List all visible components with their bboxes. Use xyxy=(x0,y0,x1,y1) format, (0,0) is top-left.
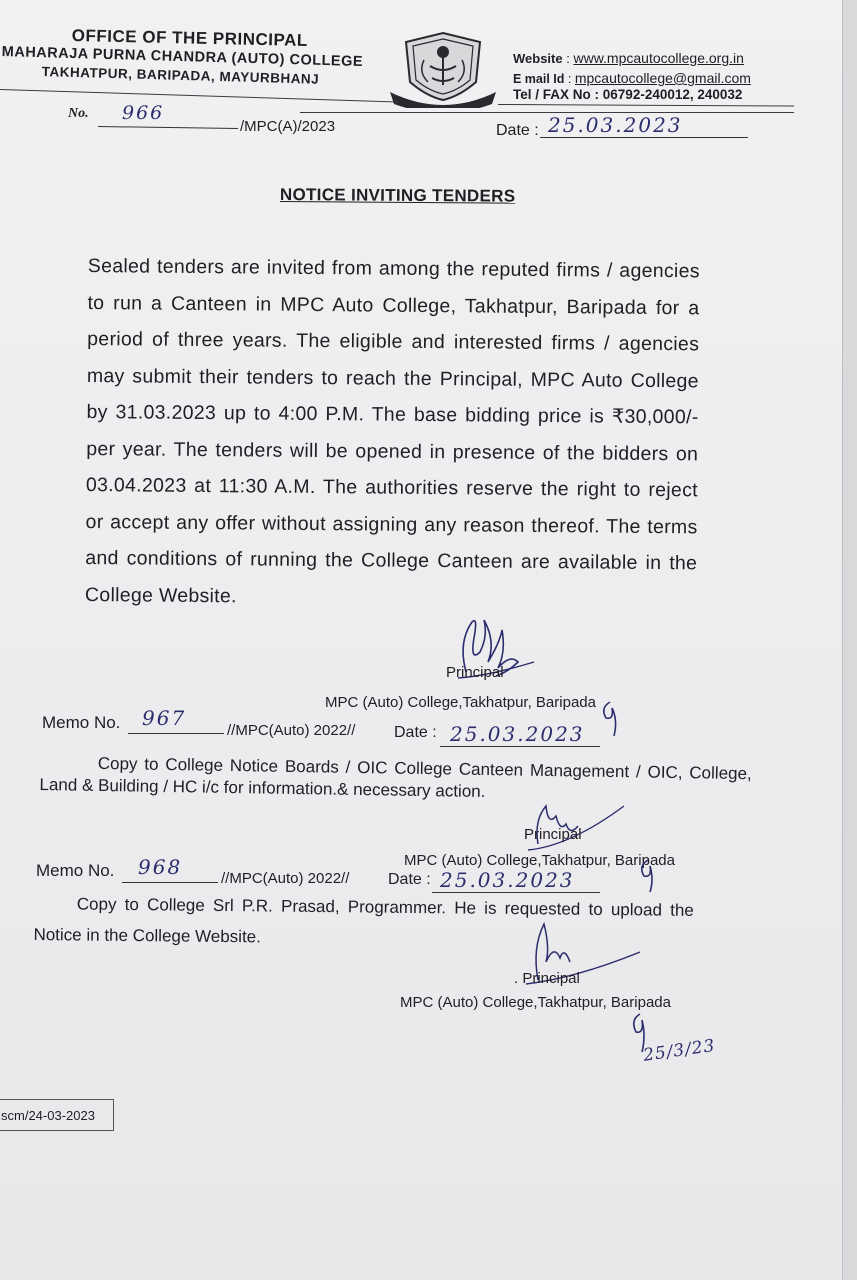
memo-1-underline xyxy=(128,733,224,734)
memo-2-copy-text: Copy to College Srl P.R. Prasad, Programmer. He is requested to upload the Notice in the College Website. xyxy=(33,894,694,947)
svg-text:· · · · · · · ·: · · · · · · · · xyxy=(431,102,455,108)
signature-2-title: Principal xyxy=(524,826,582,843)
website-label: Website xyxy=(513,51,563,66)
notice-title: NOTICE INVITING TENDERS xyxy=(279,185,516,206)
memo-1-date-value: 25.03.2023 xyxy=(450,722,585,746)
ref-no-suffix: /MPC(A)/2023 xyxy=(240,118,336,135)
memo-2-underline xyxy=(122,882,218,883)
college-emblem-icon xyxy=(388,30,498,108)
notice-body: Sealed tenders are invited from among the reputed firms / agencies to run a Canteen in MPC Auto College, Takhatpur, Baripada for a period of three years. The eligible and interested firms / agencies may submit their tenders to reach the Principal, MPC Auto College by 31.03.2023 up to 4:00 P.M. The base bidding price is ₹30,000/- per year. The tenders will be opened in presence of the bidders on 03.04.2023 at 11:30 A.M. The authorities reserve the right to reject or accept any offer without assigning any reason thereof. The terms and conditions of running the College Canteen are available in the College Website. xyxy=(84,254,700,607)
email-link[interactable]: mpcautocollege@gmail.com xyxy=(574,70,751,86)
memo-1-date-underline xyxy=(440,746,600,747)
memo-2-date-label: Date : xyxy=(388,871,431,888)
memo-1-value: 967 xyxy=(142,706,187,730)
signature-3-title: . Principal xyxy=(514,970,580,987)
signature-1-title: Principal xyxy=(446,664,504,681)
header-rule-bottom xyxy=(300,112,794,113)
signature-3-place: MPC (Auto) College,Takhatpur, Baripada xyxy=(400,994,671,1011)
initials-1 xyxy=(596,690,636,745)
email-label: E mail Id xyxy=(513,72,565,86)
memo-1-date-label: Date : xyxy=(394,724,437,741)
signature-2-place: MPC (Auto) College,Takhatpur, Baripada xyxy=(404,852,675,869)
college-name: MAHARAJA PURNA CHANDRA (AUTO) COLLEGE xyxy=(1,44,364,71)
office-title: OFFICE OF THE PRINCIPAL xyxy=(71,26,308,50)
website-link[interactable]: www.mpcautocollege.org.in xyxy=(573,50,744,66)
memo-2-label: Memo No. xyxy=(36,861,115,880)
phone-row: Tel / FAX No : 06792-240012, 240032 xyxy=(513,87,743,102)
ref-no-value: 966 xyxy=(122,102,165,124)
college-address: TAKHATPUR, BARIPADA, MAYURBHANJ xyxy=(41,64,320,87)
email-row: E mail Id : mpcautocollege@gmail.com xyxy=(513,70,751,86)
memo-1-copy-text: Copy to College Notice Boards / OIC College Canteen Management / OIC, College, Land & Building / HC i/c for information.& necessary action. xyxy=(39,753,752,802)
phone-label: Tel / FAX No xyxy=(513,87,591,102)
memo-1-suffix: //MPC(Auto) 2022// xyxy=(227,722,356,739)
page-edge xyxy=(842,0,857,1280)
signature-1-place: MPC (Auto) College,Takhatpur, Baripada xyxy=(325,694,596,711)
ref-no-label: No. xyxy=(68,106,89,121)
handwritten-date: 25/3/23 xyxy=(642,1035,717,1066)
dispatch-stamp: scm/24-03-2023 xyxy=(0,1099,114,1131)
phone-value: 06792-240012, 240032 xyxy=(602,87,743,102)
memo-2-date-value: 25.03.2023 xyxy=(440,868,575,892)
memo-2-suffix: //MPC(Auto) 2022// xyxy=(221,870,350,887)
memo-2-value: 968 xyxy=(138,855,183,879)
ref-date-value: 25.03.2023 xyxy=(548,113,683,137)
ref-date-label: Date : xyxy=(496,122,539,139)
website-row: Website : www.mpcautocollege.org.in xyxy=(513,50,744,66)
ref-date-underline xyxy=(540,137,748,138)
memo-1-label: Memo No. xyxy=(42,713,121,732)
